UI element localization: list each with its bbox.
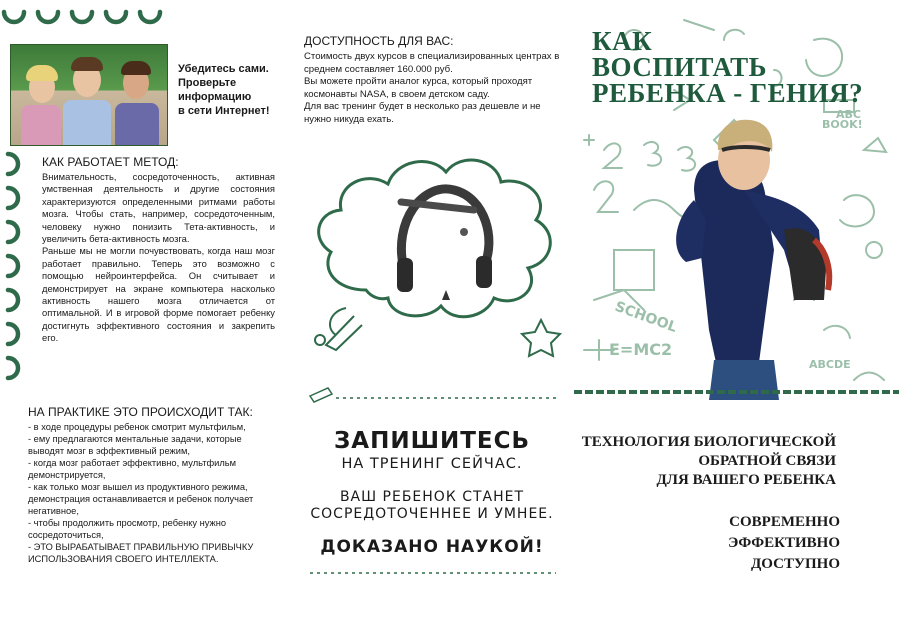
access-paragraph: Для вас тренинг будет в несколько раз дешевле и не нужно никуда ехать. — [304, 101, 541, 125]
method-text — [42, 171, 275, 345]
tech-line: ДЛЯ ВАШЕГО РЕБЕНКА — [656, 472, 836, 488]
middle-panel — [290, 0, 574, 624]
title-line: РЕБЕНКА - ГЕНИЯ? — [592, 78, 864, 108]
benefit-item: ДОСТУПНО — [750, 556, 840, 572]
verify-note — [178, 62, 288, 118]
list-item: - в ходе процедуры ребенок смотрит мультфильм, — [28, 422, 246, 432]
cta-benefit-line: СОСРЕДОТОЧЕННЕЕ И УМНЕЕ. — [310, 506, 554, 522]
method-paragraph: Внимательность, сосредоточенность, активная умственная деятельность и другие состояния характеризуются определенными ритмами работы мозга. Чтобы стать, например, сосредоточенным, человеку нужно понизить Тета-активность, и увеличить бета-активность мозга. — [42, 171, 275, 245]
boy-with-headset-illustration — [676, 120, 829, 400]
list-item: - чтобы продолжить просмотр, ребенку нужно сосредоточиться, — [28, 518, 227, 540]
method-heading: КАК РАБОТАЕТ МЕТОД: — [42, 155, 179, 169]
left-panel — [0, 0, 290, 624]
access-text — [304, 51, 566, 127]
doodle-word: E=MC2 — [609, 340, 673, 359]
thought-cloud-illustration — [296, 140, 566, 380]
cta-signup-title: ЗАПИШИТЕСЬ — [333, 428, 531, 454]
benefits-list — [574, 512, 840, 575]
verify-line: Убедитесь сами. — [178, 63, 269, 75]
benefit-item: ЭФФЕКТИВНО — [728, 535, 840, 551]
doodle-word: BOOK! — [822, 118, 863, 131]
right-panel — [574, 0, 899, 624]
children-photo — [10, 44, 168, 146]
access-paragraph: Стоимость двух курсов в специализированных центрах в среднем составляет 160.000 руб. — [304, 51, 560, 75]
cta-proven: ДОКАЗАНО НАУКОЙ! — [320, 537, 544, 557]
swirl-decoration — [0, 6, 175, 36]
tech-line: ОБРАТНОЙ СВЯЗИ — [698, 453, 836, 469]
cta-benefit — [300, 489, 564, 523]
list-item: - ЭТО ВЫРАБАТЫВАЕТ ПРАВИЛЬНУЮ ПРИВЫЧКУ ИСПОЛЬЗОВАНИЯ СВОЕГО ИНТЕЛЛЕКТА. — [28, 542, 254, 564]
list-item: - когда мозг работает эффективно, мультфильм демонстрируется, — [28, 458, 237, 480]
pencil-divider-decoration — [306, 384, 561, 404]
technology-headline — [574, 433, 836, 490]
dashed-divider — [306, 566, 561, 580]
tech-line: ТЕХНОЛОГИЯ БИОЛОГИЧЕСКОЙ — [581, 434, 836, 450]
practice-list — [28, 421, 278, 565]
main-title — [592, 28, 882, 106]
cta-benefit-line: ВАШ РЕБЕНОК СТАНЕТ — [339, 489, 525, 505]
side-swirl-decoration — [0, 150, 32, 385]
verify-line: информацию — [178, 91, 252, 103]
verify-line: в сети Интернет! — [178, 105, 270, 117]
method-paragraph: Раньше мы не могли почувствовать, когда наш мозг работает правильно. Теперь это возможно с помощью нейроинтерфейса. Он считывает и демонстрирует на экране компьютера насколько активность нашего мозга отличается от оптимальной. И в игровой форме помогает ребенку достигнуть эффективного состояния и закрепить его. — [42, 245, 275, 344]
title-line: ВОСПИТАТЬ — [592, 52, 767, 82]
title-line: КАК — [592, 26, 653, 56]
list-item: - как только мозг вышел из продуктивного режима, демонстрация останавливается и ребенок получает негативное, — [28, 482, 254, 516]
benefit-item: СОВРЕМЕННО — [729, 514, 840, 530]
practice-heading: НА ПРАКТИКЕ ЭТО ПРОИСХОДИТ ТАК: — [28, 405, 253, 419]
cta-signup-subtitle: НА ТРЕНИНГ СЕЙЧАС. — [341, 456, 523, 472]
access-paragraph: Вы можете пройти аналог курса, который проходят космонавты NASA, в своем детском саду. — [304, 76, 533, 100]
access-heading: ДОСТУПНОСТЬ ДЛЯ ВАС: — [304, 34, 454, 48]
verify-line: Проверьте — [178, 77, 237, 89]
doodle-word: ABC — [836, 108, 861, 121]
doodle-word: SCHOOL — [612, 298, 680, 336]
list-item: - ему предлагаются ментальные задачи, которые выводят мозг в эффективный режим, — [28, 434, 242, 456]
doodle-word: ABCDE — [809, 358, 851, 371]
